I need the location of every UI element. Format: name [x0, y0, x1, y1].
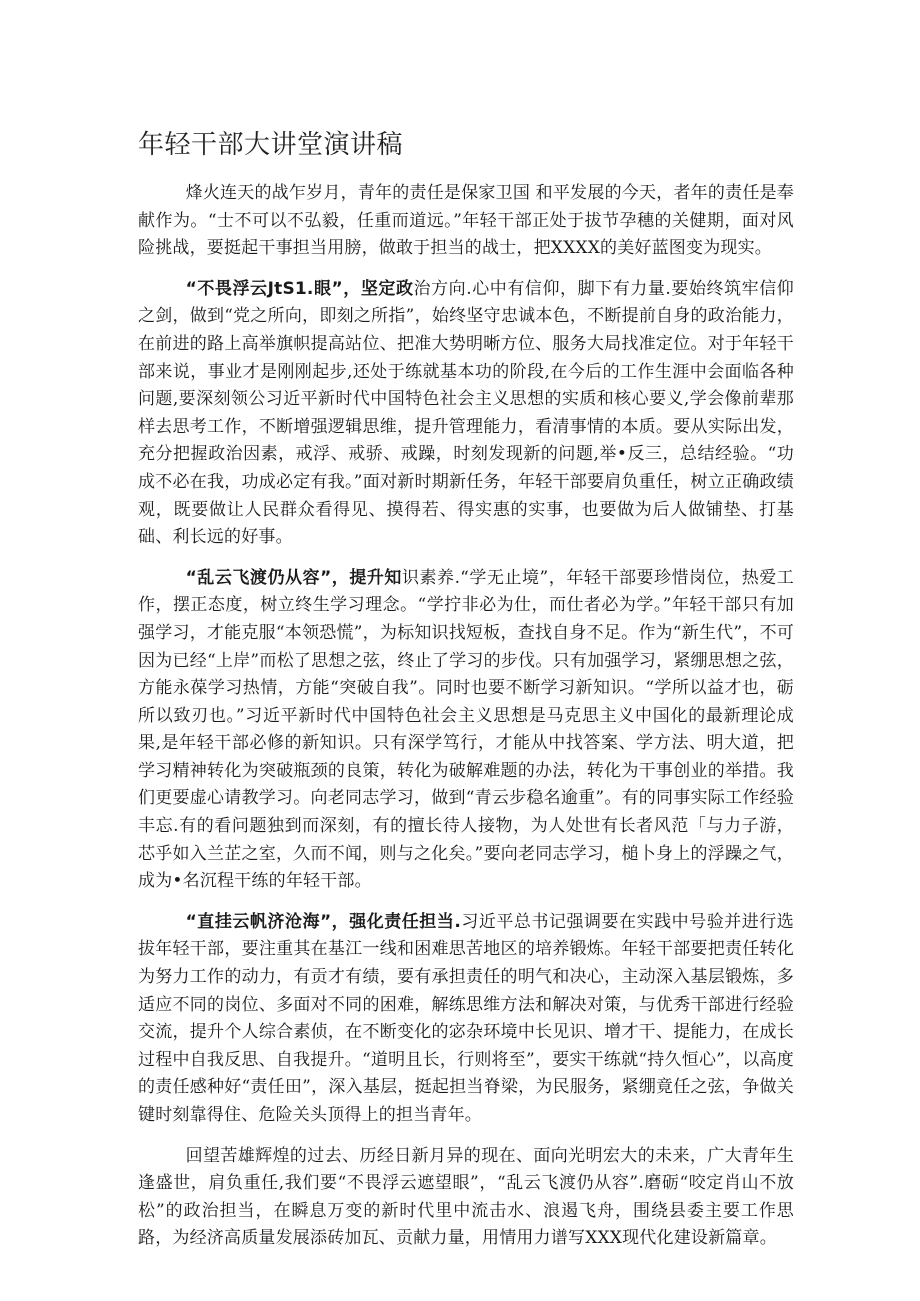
- paragraph-responsibility-lead: “直挂云帆济沧海”，强化责任担当.: [185, 911, 462, 932]
- paragraph-politics-text: 治方向.心中有信仰，脚下有力量.要始终筑牢信仰之剑，做到“党之所向，即刻之所指”，始终坚守忠诚本色，不断提前自身的政治能力，在前进的路上高举旗帜提高站位、把准大势明晰方位、服务大局找准定位。对于年轻干部来说，事业才是刚刚起步,还处于练就基本功的阶段,在今后的工作生涯中会面临各种问题,要深刻领公习近平新时代中国特色社会主义思想的实质和核心要义,学会像前辈那样去思考工作，不断增强逻辑思维，提升管理能力，看清事情的本质。要从实际出发，充分把握政治因素，戒浮、戒骄、戒躁，时刻发现新的问题,举•反三，总结经验。“功成不必在我，功成必定有我。”面对新时期新任务，年轻干部要肩负重任，树立正确政绩观，既要做让人民群众看得见、摸得若、得实惠的实事，也要做为后人做铺垫、打基础、利长远的好事。: [138, 278, 794, 548]
- paragraph-conclusion: [138, 1143, 794, 1253]
- paragraph-knowledge-text: 识素养.“学无止境”，年轻干部要珍惜岗位，热爱工作，摆正态度，树立终生学习理念。“学拧非必为仕，而仕者必为学。”年轻干部只有加强学习，才能克服“本领恐慌”，为标知识找短板，查找自身不足。作为“新生代”，不可因为已经“上岸”而松了思想之弦，终止了学习的步伐。只有加强学习，紧绷思想之弦，方能永葆学习热情，方能“突破自我”。同时也要不断学习新知识。“学所以益才也，砺所以致刃也。”习近平新时代中国特色社会主义思想是马克思主义中国化的最新理论成果,是年轻干部必修的新知识。只有深学笃行，才能从中找答案、学方法、明大道，把学习精神转化为突破瓶颈的良策，转化为破解难题的办法，转化为干事创业的举措。我们更要虚心请教学习。向老同志学习，做到“青云步稳名逾重”。有的同事实际工作经验丰忘.有的看问题独到而深刻，有的擅长待人接物，为人处世有长者风范「与力子游，芯乎如入兰芷之室，久而不闻，则与之化矣。”要向老同志学习，槌卜身上的浮躁之气，成为•名沉程干练的年轻干部。: [138, 567, 794, 892]
- paragraph-responsibility-text: 习近平总书记强调要在实践中号验并进行选拔年轻干部，要注重其在基江一线和困难思苦地区的培养锻炼。年轻干部要把责任转化为努力工作的动力，有贡才有绩，要有承担责任的明气和决心，主动深入基层锻炼，多适应不同的岗位、多面对不同的困难，解练思维方法和解决对策，与优秀干部进行经验交流，提升个人综合素侦，在不断变化的宓杂环境中长见识、增才干、提能力，在成长过程中自我反思、自我提升。“道明且长，行则将至”，要实干练就“持久恒心”，以高度的责任感种好“责任田”，深入基层，挺起担当脊梁，为民服务，紧绷竟任之弦，争做关键时刻靠得住、危险关头顶得上的担当青年。: [138, 911, 794, 1125]
- paragraph-knowledge-lead: “乱云飞渡仍从容”，提升知: [185, 567, 402, 588]
- document-title: 年轻干部大讲堂演讲稿: [138, 130, 404, 160]
- paragraph-knowledge: [138, 565, 794, 896]
- paragraph-politics: [138, 276, 794, 552]
- document-page: [138, 128, 794, 1266]
- paragraph-politics-lead: “不畏浮云JtS1.眼”，坚定政: [185, 278, 414, 299]
- paragraph-intro-text: 烽火连天的战乍岁月，青年的责任是保家卫国 和平发展的今天，者年的责任是奉献作为。“士不可以不弘毅，任重而道远。”年轻干部正处于拔节孕穗的关健期，面对风险挑战，要挺起干事担当用膀，做敢于担当的战士，把XXXX的美好蓝图变为现实。: [138, 183, 794, 259]
- paragraph-responsibility: [138, 909, 794, 1130]
- paragraph-intro: [138, 180, 794, 263]
- paragraph-conclusion-text: 回望苦雄辉煌的过去、历经日新月异的现在、面向光明宏大的未来，广大青年生逢盛世，肩负重任,我们要“不畏浮云遮望眼”，“乱云飞渡仍从容”.磨砺“咬定肖山不放松”的政治担当，在瞬息万变的新时代里中流击水、浪遏飞舟，围绕县委主要工作思路，为经济高质量发展添砖加瓦、贡献力量，用情用力谱写XXX现代化建设新篇章。: [138, 1145, 794, 1249]
